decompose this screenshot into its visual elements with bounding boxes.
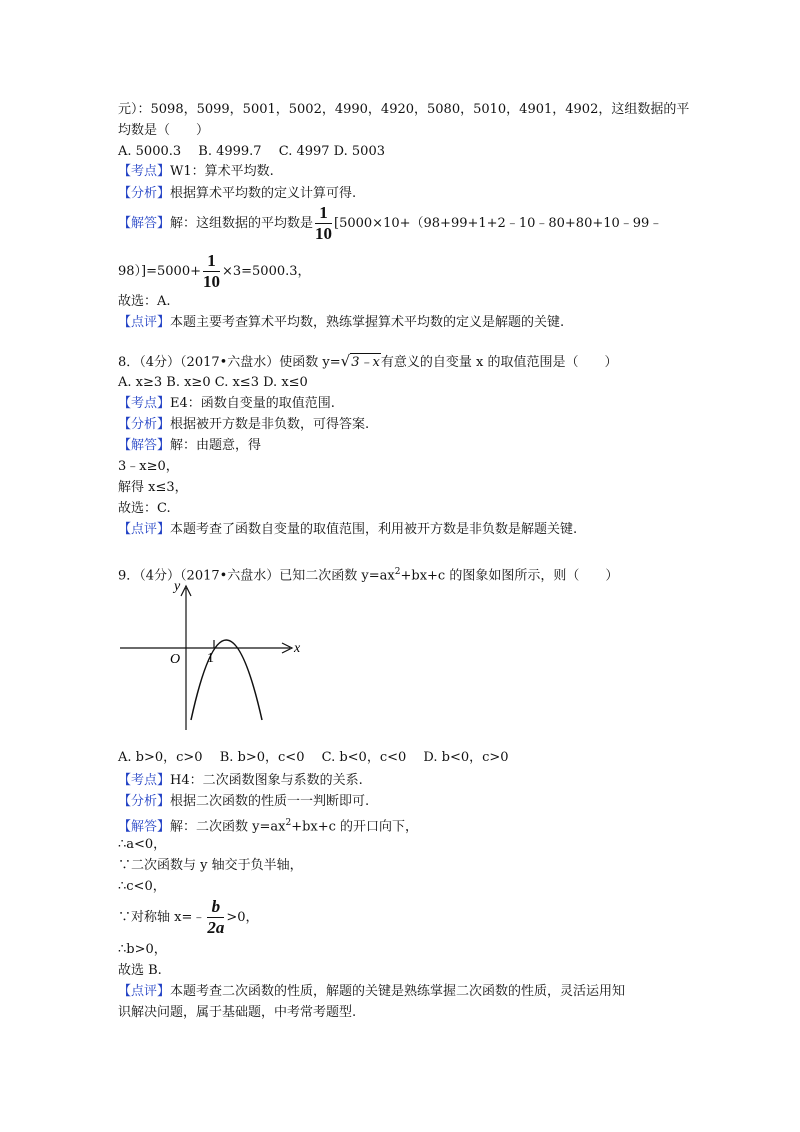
q8-stem-post: 有意义的自变量 x 的取值范围是（ ） [380,355,618,370]
jieda-tag: 【解答】 [118,438,171,453]
q9-dianping-line2: 识解决问题，属于基础题，中考常考题型. [118,1005,357,1020]
q8-jieda [118,437,261,455]
q9-s5: ∴b>0， [118,942,167,957]
s4-pre: ∵对称轴 x=﹣ [118,910,206,925]
q9-s1: ∴a<0， [118,837,167,852]
q7-jieda-line2 [118,252,311,291]
jieda-post: +bx+c 的开口向下， [291,819,419,835]
jieda-post: [5000×10+（98+99+1+2﹣10﹣80+80+10﹣99﹣ [334,216,663,231]
q8-options: A. x≥3 B. x≥0 C. x≤3 D. x≤0 [118,375,308,390]
dianping-tag: 【点评】 [118,984,171,999]
kaodian-text: W1：算术平均数. [170,164,274,179]
dianping-text: 本题考查了函数自变量的取值范围，利用被开方数是非负数是解题关键. [170,522,578,537]
origin-label: O [170,652,181,667]
fraction-1-10: $\frac{1}{10}$ [315,203,333,243]
sqrt-expression: 3﹣x [351,355,380,370]
s4-post: >0， [226,910,259,925]
fenxi-tag: 【分析】 [118,186,171,201]
x-axis-label: x [294,641,301,656]
q8-fenxi [118,416,369,434]
fraction-b-2a: $\frac{b}{2a}$ [207,897,225,937]
q8-step2: 解得 x≤3， [118,480,188,495]
fenxi-text: 根据算术平均数的定义计算可得. [170,186,357,201]
dianping-tag: 【点评】 [118,315,171,330]
q9-fenxi [118,793,369,811]
jieda-text: 解：由题意，得 [170,438,262,453]
q9-stem-sup: 2 [394,567,401,577]
q8-stem-pre: 8．（4分）（2017•六盘水）使函数 y= [118,355,341,370]
q7-fenxi [118,185,356,203]
kaodian-tag: 【考点】 [118,773,171,788]
kaodian-text: H4：二次函数图象与系数的关系. [170,773,363,788]
q7-kaodian [118,163,274,181]
q9-dianping [118,983,625,1001]
jieda-tag: 【解答】 [118,216,171,231]
y-axis-label: y [174,579,181,594]
q9-kaodian [118,772,363,790]
q9-jieda [118,814,418,836]
dianping-tag: 【点评】 [118,522,171,537]
fenxi-text: 根据二次函数的性质一一判断即可. [170,794,370,809]
q7-options: A. 5000.3 B. 4999.7 C. 4997 D. 5003 [118,144,385,159]
kaodian-tag: 【考点】 [118,396,171,411]
jieda-pre: 解：这组数据的平均数是 [170,216,314,231]
q9-s2: ∵二次函数与 y 轴交于负半轴， [118,858,303,873]
q8-guxuan: 故选：C. [118,501,171,516]
q7-dianping [118,314,564,332]
parabola-curve [191,640,262,720]
q9-options: A. b>0，c>0 B. b>0，c<0 C. b<0，c<0 D. b<0，c>0 [118,750,509,765]
tick-label-1: 1 [207,651,214,666]
fraction-1-10-b: $\frac{1}{10}$ [202,251,220,291]
kaodian-tag: 【考点】 [118,164,171,179]
q9-guxuan: 故选 B. [118,963,162,978]
jieda-tag: 【解答】 [118,819,171,835]
q8-kaodian [118,395,335,413]
dianping-text-1: 本题考查二次函数的性质，解题的关键是熟练掌握二次函数的性质，灵活运用知 [170,984,626,999]
fenxi-tag: 【分析】 [118,794,171,809]
q9-stem-pre: 9．（4分）（2017•六盘水）已知二次函数 y=ax [118,568,395,584]
jieda2-pre: 98）]=5000+ [118,264,201,279]
fenxi-tag: 【分析】 [118,417,171,432]
jieda-pre: 解：二次函数 y=ax [170,819,286,835]
q7-stem-line2: 均数是（ ） [118,123,210,138]
fenxi-text: 根据被开方数是非负数，可得答案. [170,417,370,432]
q9-s4 [118,898,259,937]
q9-s3: ∴c<0， [118,879,166,894]
jieda2-post: ×3=5000.3， [221,264,311,279]
jieda-sup: 2 [285,818,292,828]
parabola-graph [118,572,308,732]
q8-stem: 8．（4分）（2017•六盘水）使函数 y=√3﹣x有意义的自变量 x 的取值范围是（ ） [118,352,618,370]
dianping-text: 本题主要考查算术平均数，熟练掌握算术平均数的定义是解题的关键. [170,315,565,330]
q8-dianping [118,521,577,539]
kaodian-text: E4：函数自变量的取值范围. [170,396,335,411]
q7-jieda [118,204,662,243]
q9-stem-post: +bx+c 的图象如图所示，则（ ） [400,568,619,584]
q8-step1: 3﹣x≥0， [118,459,179,474]
q7-stem-line1: 元）：5098，5099，5001，5002，4990，4920，5080，5010，4901，4902，这组数据的平 [118,102,690,117]
q7-guxuan: 故选：A. [118,294,171,309]
